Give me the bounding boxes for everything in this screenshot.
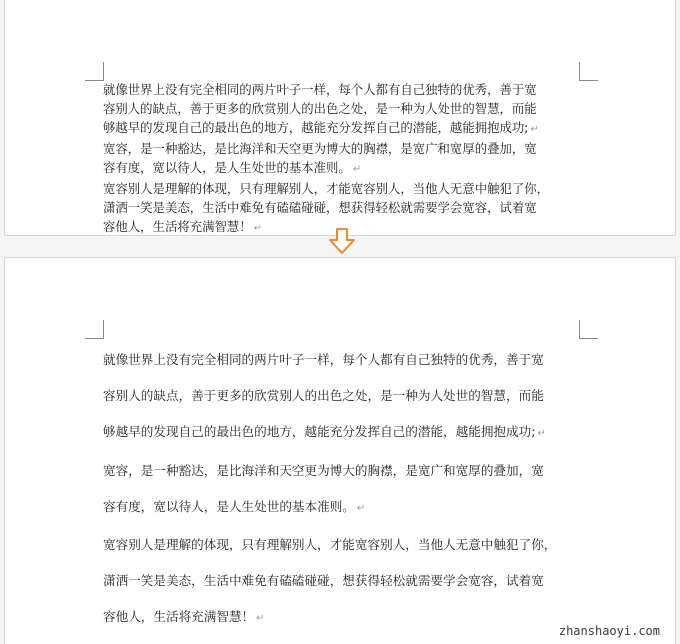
paragraph-mark: ↵ — [256, 613, 265, 625]
text-line: 宽容别人是理解的体现，只有理解别人，才能宽容别人，当他人无意中触犯了你， — [103, 537, 557, 553]
document-page-after — [4, 257, 676, 644]
text-body-before[interactable] — [103, 80, 583, 238]
watermark: zhanshaoyi.com — [558, 624, 660, 638]
text-line: 容他人，生活将充满智慧！ ↵ — [103, 219, 263, 234]
margin-corner-top-left — [85, 62, 104, 81]
text-line: 容有度，宽以待人，是人生处世的基本准则。 ↵ — [103, 498, 366, 514]
paragraph-mark: ↵ — [253, 223, 263, 234]
document-page-before — [4, 0, 676, 236]
text-body-after[interactable] — [103, 342, 583, 638]
text-line: 够越早的发现自己的最出色的地方，越能充分发挥自己的潜能，越能拥抱成功; ↵ — [103, 120, 539, 135]
text-line: 宽容，是一种豁达，是比海洋和天空更为博大的胸襟，是宽广和宽厚的叠加，宽 — [103, 462, 544, 478]
margin-corner-top-left — [85, 320, 104, 339]
text-line: 容别人的缺点，善于更多的欣赏别人的出色之处，是一种为人处世的智慧，而能 — [103, 101, 537, 116]
margin-corner-top-right — [579, 62, 598, 81]
text-line: 潇洒一笑是美态，生活中难免有磕磕碰碰，想获得轻松就需要学会宽容，试着宽 — [103, 573, 544, 589]
paragraph-mark: ↵ — [356, 502, 366, 514]
text-line: 容他人，生活将充满智慧！ ↵ — [103, 609, 265, 625]
text-line: 够越早的发现自己的最出色的地方，越能充分发挥自己的潜能，越能拥抱成功; ↵ — [103, 424, 546, 440]
paragraph-mark: ↵ — [537, 428, 546, 440]
margin-corner-top-right — [579, 320, 598, 339]
text-line: 容别人的缺点，善于更多的欣赏别人的出色之处，是一种为人处世的智慧，而能 — [103, 388, 544, 404]
paragraph-mark: ↵ — [530, 124, 539, 135]
text-line: 容有度，宽以待人，是人生处世的基本准则。 ↵ — [103, 160, 362, 175]
down-arrow-icon — [328, 227, 356, 255]
text-line: 就像世界上没有完全相同的两片叶子一样，每个人都有自己独特的优秀，善于宽 — [103, 352, 544, 367]
text-line: 宽容别人是理解的体现，只有理解别人，才能宽容别人，当他人无意中触犯了你， — [103, 181, 550, 196]
text-line: 就像世界上没有完全相同的两片叶子一样，每个人都有自己独特的优秀，善于宽 — [103, 82, 537, 97]
paragraph-mark: ↵ — [352, 164, 362, 175]
text-line: 宽容，是一种豁达，是比海洋和天空更为博大的胸襟，是宽广和宽厚的叠加，宽 — [103, 141, 537, 156]
text-line: 潇洒一笑是美态，生活中难免有磕磕碰碰，想获得轻松就需要学会宽容，试着宽 — [103, 200, 537, 215]
